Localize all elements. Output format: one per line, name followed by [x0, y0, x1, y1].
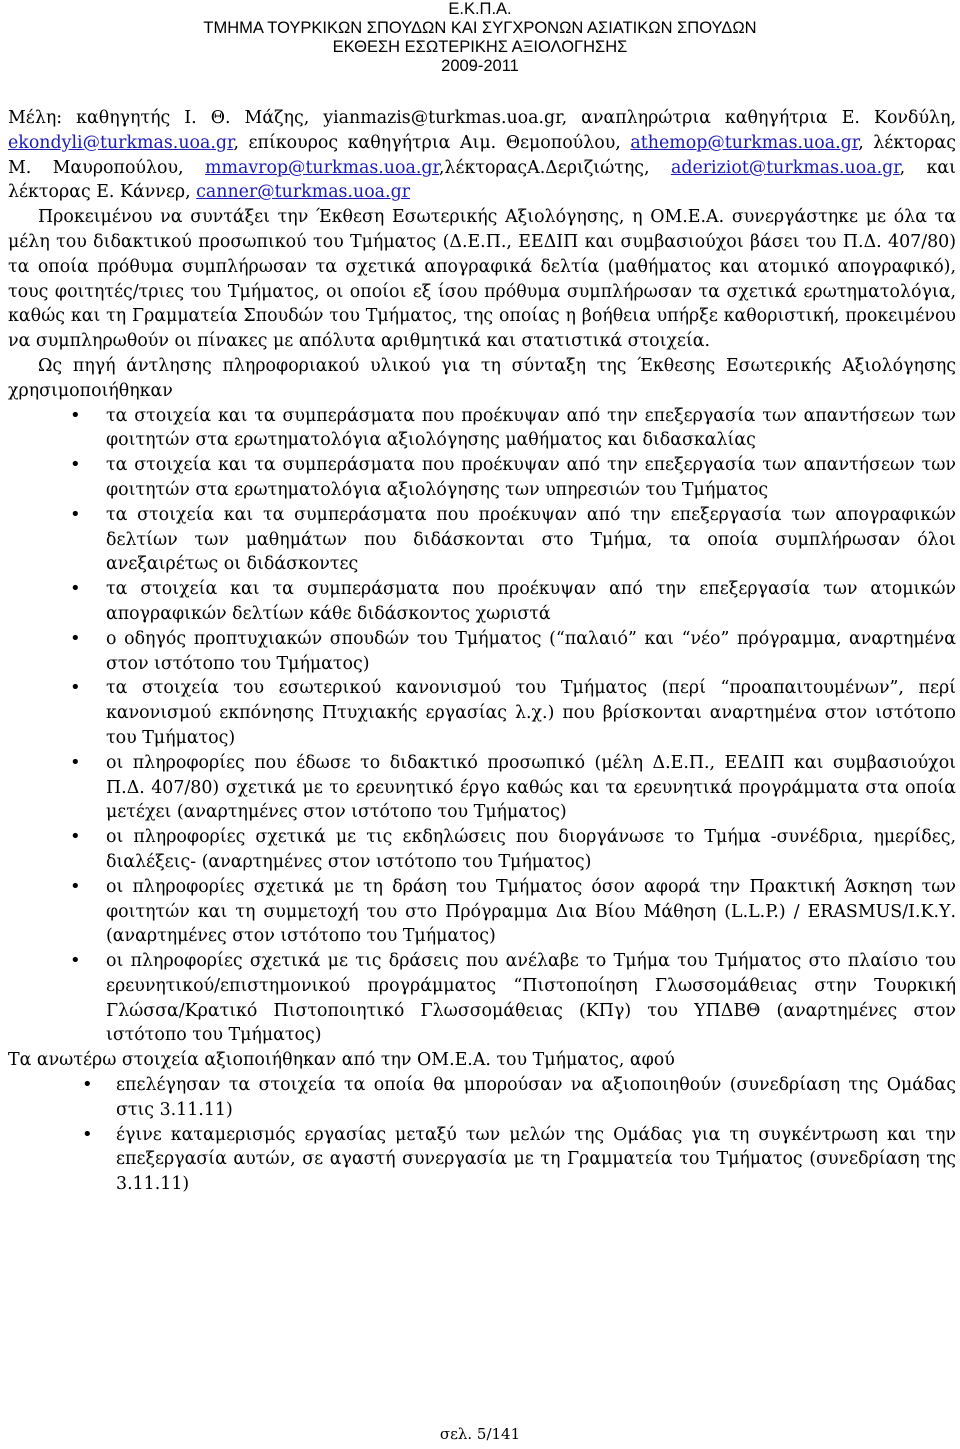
- sources-list: [8, 404, 956, 1049]
- usage-intro-paragraph: Τα ανωτέρω στοιχεία αξιοποιήθηκαν από την ΟΜ.Ε.Α. του Τμήματος, αφού: [8, 1050, 675, 1071]
- members-text-3: , λέκτορας Μ. Μαυροπούλου,: [8, 132, 956, 178]
- list-item: • τα στοιχεία και τα συμπεράσματα που προέκυψαν από την επεξεργασία των απαντήσεων των φοιτητών στα ερωτηματολόγια αξιολόγησης των υπηρεσιών του Τμήματος: [8, 453, 956, 503]
- list-item: • επελέγησαν τα στοιχεία τα οποία θα μπορούσαν να αξιοποιηθούν (συνεδρίαση της Ομάδας στις 3.11.11): [8, 1073, 956, 1123]
- list-item: • οι πληροφορίες σχετικά με τη δράση του Τμήματος όσον αφορά την Πρακτική Άσκηση των φοιτητών και τη συμμετοχή του στο Πρόγραμμα Δια Βίου Μάθηση (L.L.P.) / ERASMUS/Ι.Κ.Υ. (αναρτημένες στον ιστότοπο του Τμήματος): [8, 875, 956, 949]
- email-link-aderiziot[interactable]: aderiziot@turkmas.uoa.gr: [670, 157, 900, 178]
- members-text-1: Μέλη: καθηγητής Ι. Θ. Μάζης, yianmazis@turkmas.uoa.gr, αναπληρώτρια καθηγήτρια Ε. Κονδύλη,: [8, 108, 956, 128]
- list-item: • οι πληροφορίες που έδωσε το διδακτικό προσωπικό (μέλη Δ.Ε.Π., ΕΕΔΙΠ και συμβασιούχοι Π.Δ. 407/80) σχετικά με το ερευνητικό έργο καθώς και τα ερευνητικά προγράμματα στα οποία μετέχει (αναρτημένες στον ιστότοπο του Τμήματος): [8, 751, 956, 825]
- intro-paragraph: Προκειμένου να συντάξει την Έκθεση Εσωτερικής Αξιολόγησης, η ΟΜ.Ε.Α. συνεργάστηκε με όλα τα μέλη του διδακτικού προσωπικού του Τμήματος (Δ.Ε.Π., ΕΕΔΙΠ και συμβασιούχοι βάσει του Π.Δ. 407/80) τα οποία πρόθυμα συμπλήρωσαν τα σχετικά απογραφικά δελτία (μαθήματος και ατομικό απογραφικό), τους φοιτητές/τριες του Τμήματος, οι οποίοι εξ ίσου πρόθυμα συμπλήρωσαν τα σχετικά ερωτηματολόγια, καθώς και τη Γραμματεία Σπουδών του Τμήματος, της οποίας η βοήθεια υπήρξε καθοριστική, προκειμένου να συμπληρωθούν οι πίνακες με απόλυτα αριθμητικά και στατιστικά στοιχεία.: [8, 207, 956, 352]
- list-item: • τα στοιχεία και τα συμπεράσματα που προέκυψαν από την επεξεργασία των απαντήσεων των φοιτητών στα ερωτηματολόγια αξιολόγησης μαθήματος και διδασκαλίας: [8, 404, 956, 454]
- header-university: Ε.Κ.Π.Α.: [448, 0, 512, 18]
- email-link-canner[interactable]: canner@turkmas.uoa.gr: [196, 182, 411, 203]
- email-link-athemop[interactable]: athemop@turkmas.uoa.gr: [630, 132, 859, 153]
- members-text-2: , επίκουρος καθηγήτρια Αιμ. Θεμοπούλου,: [233, 132, 631, 153]
- email-link-ekondyli[interactable]: ekondyli@turkmas.uoa.gr: [8, 132, 234, 153]
- header-department: ΤΜΗΜΑ ΤΟΥΡΚΙΚΩΝ ΣΠΟΥΔΩΝ ΚΑΙ ΣΥΓΧΡΟΝΩΝ ΑΣΙΑΤΙΚΩΝ ΣΠΟΥΔΩΝ: [203, 19, 757, 37]
- members-text-5: , και λέκτορας Ε. Κάννερ,: [8, 157, 956, 203]
- document-body: [8, 106, 956, 1197]
- list-item: • οι πληροφορίες σχετικά με τις δράσεις που ανέλαβε το Τμήμα του Τμήματος στο πλαίσιο του ερευνητικού/επιστημονικού προγράμματος “Πιστοποίηση Γλωσσομάθειας στην Τουρκική Γλώσσα/Κρατικό Πιστοποιητικό Γλωσσομάθειας (ΚΠγ) του ΥΠΔΒΘ (αναρτημένες στον ιστότοπο του Τμήματος): [8, 949, 956, 1048]
- usage-list: [8, 1073, 956, 1197]
- list-item: • τα στοιχεία και τα συμπεράσματα που προέκυψαν από την επεξεργασία των απογραφικών δελτίων των μαθημάτων που διδάσκονται στο Τμήμα, τα οποία συμπλήρωσαν όλοι ανεξαιρέτως οι διδάσκοντες: [8, 503, 956, 577]
- list-item: • ο οδηγός προπτυχιακών σπουδών του Τμήματος (“παλαιό” και “νέο” πρόγραμμα, αναρτημένα στον ιστότοπο του Τμήματος): [8, 627, 956, 677]
- header-period: 2009-2011: [441, 57, 519, 75]
- members-text-4: ,λέκτοραςΑ.Δεριζιώτης,: [438, 157, 671, 178]
- email-link-mmavrop[interactable]: mmavrop@turkmas.uoa.gr: [204, 157, 439, 178]
- members-paragraph: [8, 106, 956, 205]
- list-item: • τα στοιχεία και τα συμπεράσματα που προέκυψαν από την επεξεργασία των ατομικών απογραφικών δελτίων κάθε διδάσκοντος χωριστά: [8, 577, 956, 627]
- list-item: • τα στοιχεία του εσωτερικού κανονισμού του Τμήματος (περί “προαπαιτουμένων”, περί κανονισμού εκπόνησης Πτυχιακής εργασίας λ.χ.) που βρίσκονται αναρτημένα στον ιστότοπο του Τμήματος): [8, 676, 956, 750]
- list-item: • οι πληροφορίες σχετικά με τις εκδηλώσεις που διοργάνωσε το Τμήμα -συνέδρια, ημερίδες, διαλέξεις- (αναρτημένες στον ιστότοπο του Τμήματος): [8, 825, 956, 875]
- list-item: • έγινε καταμερισμός εργασίας μεταξύ των μελών της Ομάδας για τη συγκέντρωση και την επεξεργασία αυτών, σε αγαστή συνεργασία με τη Γραμματεία του Τμήματος (συνεδρίαση της 3.11.11): [8, 1123, 956, 1197]
- header-report-title: ΕΚΘΕΣΗ ΕΣΩΤΕΡΙΚΗΣ ΑΞΙΟΛΟΓΗΣΗΣ: [332, 38, 628, 56]
- document-header: [0, 0, 960, 76]
- page-number: σελ. 5/141: [439, 1425, 521, 1443]
- sources-intro-paragraph: Ως πηγή άντλησης πληροφοριακού υλικού για τη σύνταξη της Έκθεσης Εσωτερικής Αξιολόγησης χρησιμοποιήθηκαν: [8, 355, 956, 401]
